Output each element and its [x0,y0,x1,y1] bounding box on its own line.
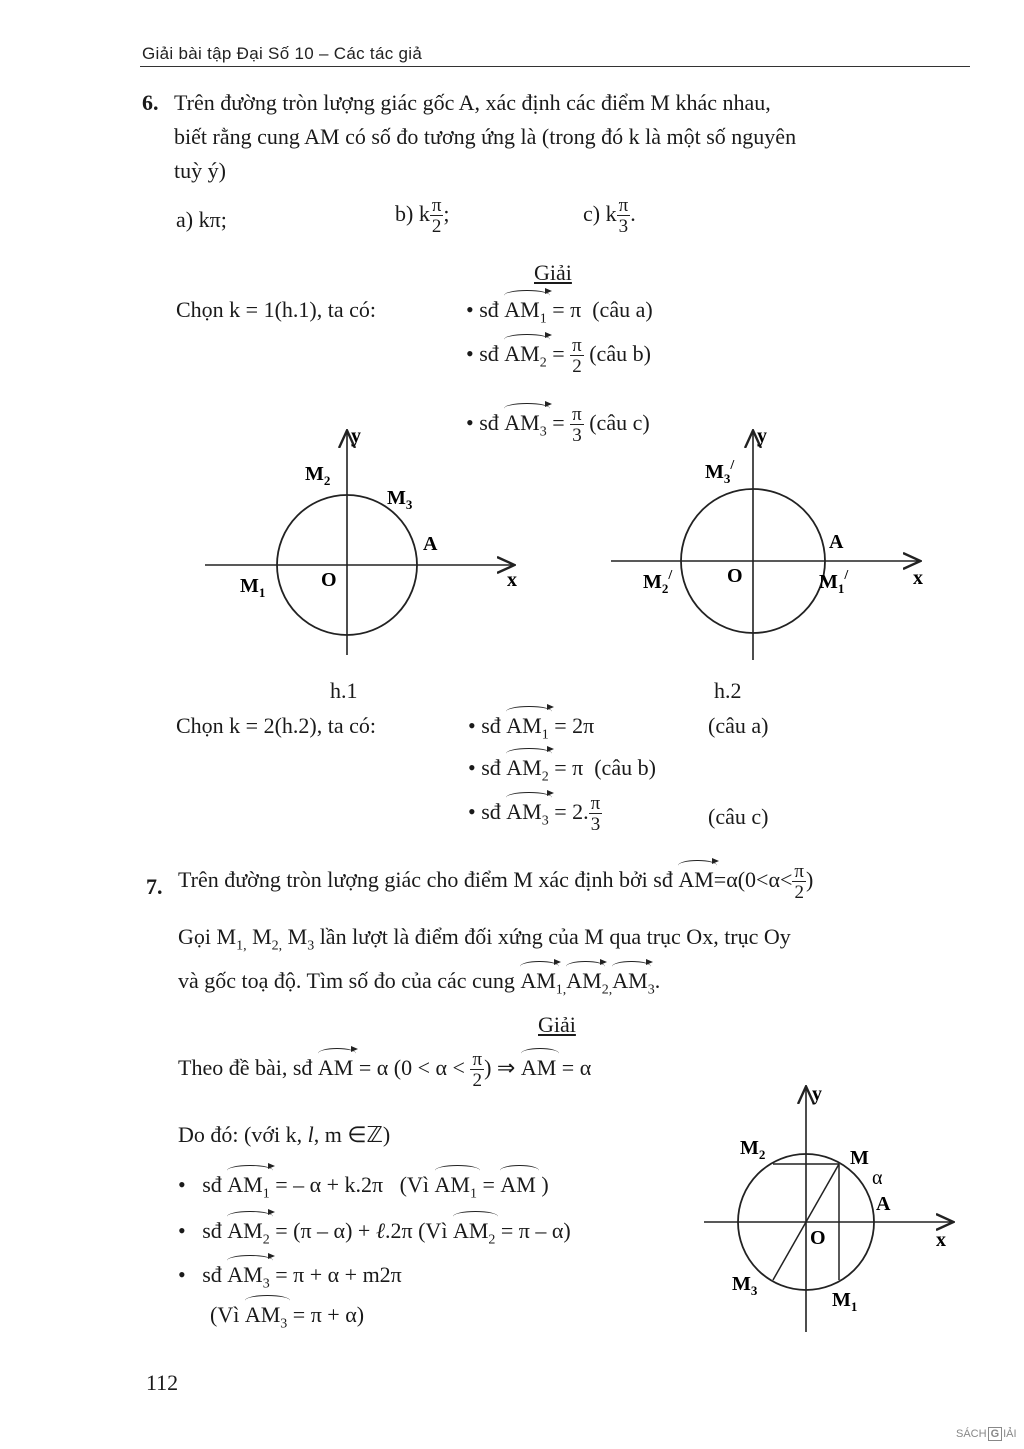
option-c-fraction: $\frac{\pi}{3}$ [618,195,629,237]
problem-7-line3: và gốc toạ độ. Tìm số đo của các cung $AM_{1,}AM_{2,}AM_3$. [178,968,661,998]
h2-M2-label: $M_2^/$ [643,568,673,596]
p7-origin-label: O [810,1227,826,1249]
header-rule [140,66,970,67]
solution-7-hence: Do đó: (với k, l, m ∈ℤ) [178,1122,391,1147]
p7-M1-label: $M_1$ [832,1289,858,1314]
figure-problem7 [700,1080,970,1340]
h2-A-label: A [829,531,844,553]
h1-x-label: x [507,569,517,591]
problem-7-number: 7. [146,874,163,899]
problem-6-number: 6. [142,90,159,115]
option-a: a) kπ; [176,207,227,232]
k1-answer-b: • sđ $AM_2$ = $\frac{\pi}{2}$ (câu b) [466,335,651,377]
h2-M3-label: $M_3^/$ [705,458,735,486]
h1-M2-label: $M_2$ [305,463,331,488]
option-c: c) k $\frac{\pi}{3}$ . [583,195,636,237]
h2-y-label: y [757,425,767,447]
solution-7-line2: • sđ $AM_2 = (\pi - \alpha)$ + ℓ.2π (Vì $AM_2 = \pi - \alpha$) [178,1218,571,1248]
page-number: 112 [146,1370,179,1395]
k2-answer-a: • sđ $AM_1 = 2\pi$ [468,713,595,743]
p7-M3-label: $M_3$ [732,1273,758,1298]
running-header: Giải bài tập Đại Số 10 – Các tác giả [142,44,423,63]
solution-7-line1: • sđ $AM_1$ = – α + k.2π (Vì $AM_1$ = AM ) [178,1172,549,1202]
h2-M1-label: $M_1^/$ [819,568,849,596]
choose-k2: Chọn k = 2(h.2), ta có: [176,713,376,738]
option-b-prefix: b) k [395,201,430,227]
h2-caption: h.2 [714,678,742,703]
k1-answer-c: • sđ $AM_3$ = $\frac{\pi}{3}$ (câu c) [466,404,650,446]
h1-y-label: y [351,425,361,447]
solution-6-title: Giải [534,260,572,285]
solution-7-line3: • sđ $AM_3 = \pi + \alpha + m2\pi$ [178,1262,402,1292]
h1-origin-label: O [321,569,337,591]
k2-answer-c: • sđ $AM_3 = 2$. $\frac{\pi}{3}$ [468,793,601,835]
problem-7-line2: Gọi $M_{1,}$ $M_{2,}$ $M_3$ lần lượt là điểm đối xứng của M qua trục Ox, trục Oy [178,924,791,954]
p7-M2-label: $M_2$ [740,1137,766,1162]
option-c-prefix: c) k [583,201,617,227]
h1-A-label: A [423,533,438,555]
solution-7-given: Theo đề bài, sđ AM = α (0 < α < $\frac{\pi}{2}$ ) ⇒ AM = α [178,1049,592,1091]
solution-7-title: Giải [538,1012,576,1037]
watermark-logo: SÁCH G IẢI [956,1428,1017,1440]
figure-h2 [605,420,945,670]
problem-6-line1: Trên đường tròn lượng giác gốc A, xác định các điểm M khác nhau, [174,90,771,115]
option-b: b) k $\frac{\pi}{2}$ ; [395,195,450,237]
h1-M1-label: $M_1$ [240,575,266,600]
h2-x-label: x [913,567,923,589]
option-b-fraction: $\frac{\pi}{2}$ [431,195,442,237]
h1-M3-label: $M_3$ [387,487,413,512]
figure-h1 [195,420,535,670]
p7-A-label: A [876,1193,891,1215]
k2-label-a: (câu a) [708,713,769,738]
p7-alpha-label: α [872,1167,883,1189]
k2-label-c: (câu c) [708,804,769,829]
p7-y-label: y [812,1083,822,1105]
problem-7-line1: Trên đường tròn lượng giác cho điểm M xác định bởi sđ AM=α(0<α< $\frac{\pi}{2}$ ) [178,861,814,903]
problem-6-line3: tuỳ ý) [174,158,226,183]
problem-6-line2: biết rằng cung AM có số đo tương ứng là (trong đó k là một số nguyên [174,124,797,149]
k1-answer-a: • sđ $AM_1 = \pi$ (câu a) [466,297,653,327]
h2-origin-label: O [727,565,743,587]
k2-answer-b: • sđ $AM_2 = \pi$ (câu b) [468,755,656,785]
solution-7-line4: (Vì $AM_3 = \pi + \alpha$) [210,1302,365,1332]
p7-M-label: M [850,1147,869,1169]
choose-k1: Chọn k = 1(h.1), ta có: [176,297,376,322]
h1-caption: h.1 [330,678,358,703]
p7-x-label: x [936,1229,946,1251]
